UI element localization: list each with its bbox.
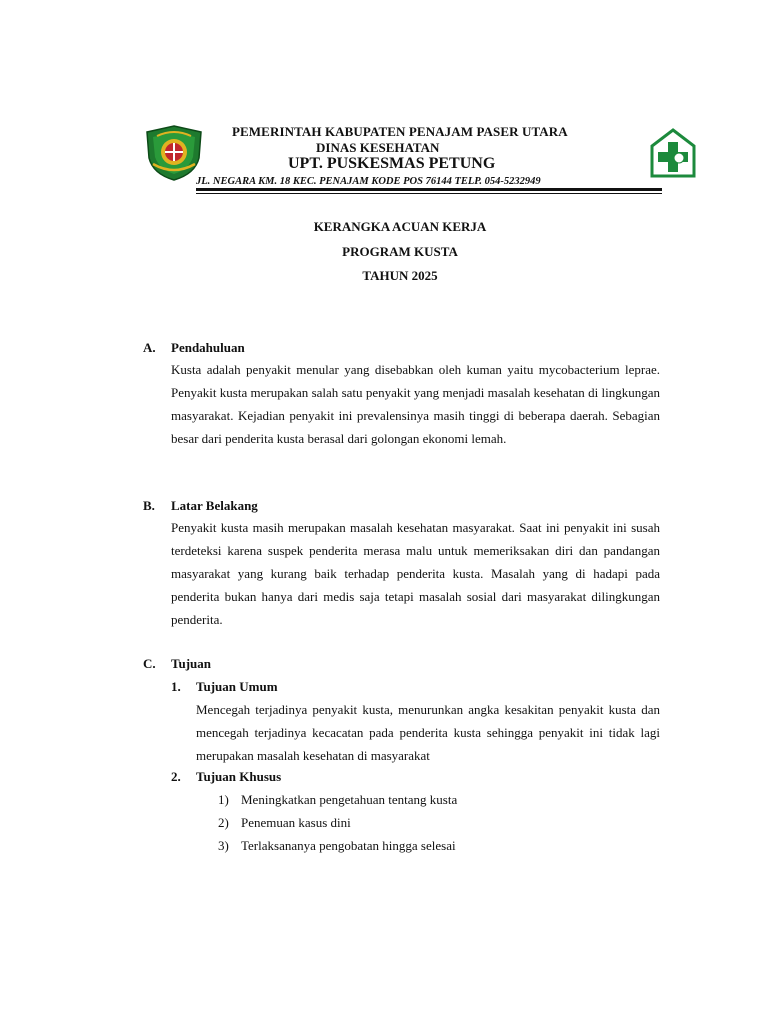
section-b-letter: B.: [143, 498, 155, 513]
list-item-number: 2): [218, 815, 229, 830]
regency-crest-icon: [143, 124, 205, 182]
letterhead-address: JL. NEGARA KM. 18 KEC. PENAJAM KODE POS 76144 TELP. 054-5232949: [196, 176, 541, 187]
section-a-heading: Pendahuluan: [171, 340, 245, 355]
letterhead-institution: UPT. PUSKESMAS PETUNG: [288, 155, 496, 172]
letterhead-government: PEMERINTAH KABUPATEN PENAJAM PASER UTARA: [232, 124, 568, 139]
letterhead-rule-thin: [196, 193, 662, 194]
letterhead-department: DINAS KESEHATAN: [316, 140, 440, 155]
list-item-number: 3): [218, 838, 229, 853]
list-item: Meningkatkan pengetahuan tentang kusta: [241, 792, 458, 807]
subsection-2-number: 2.: [171, 769, 181, 784]
subsection-1-paragraph: Mencegah terjadinya penyakit kusta, menurunkan angka kesakitan penyakit kusta dan mencegah terjadinya kecacatan pada penderita kusta sehingga penyakit ini tidak lagi merupakan masalah kesehatan di masyarakat: [196, 702, 660, 763]
letterhead-rule-thick: [196, 188, 662, 191]
puskesmas-cross-icon: [650, 128, 696, 178]
section-a-letter: A.: [143, 340, 156, 355]
document-title: KERANGKA ACUAN KERJA: [313, 219, 487, 234]
document-year: TAHUN 2025: [362, 268, 438, 283]
section-b-heading: Latar Belakang: [171, 498, 258, 513]
section-c-heading: Tujuan: [171, 656, 211, 671]
section-a-paragraph: Kusta adalah penyakit menular yang disebabkan oleh kuman yaitu mycobacterium leprae. Penyakit kusta merupakan salah satu penyakit yang menjadi masalah kesehatan di lingkungan masyarakat. Kejadian penyakit ini prevalensinya masih tinggi di beberapa daerah. Sebagian besar dari penderita kusta berasal dari golongan ekonomi lemah.: [171, 362, 660, 446]
document-subtitle: PROGRAM KUSTA: [342, 244, 458, 259]
section-c-letter: C.: [143, 656, 156, 671]
section-b-paragraph: Penyakit kusta masih merupakan masalah kesehatan masyarakat. Saat ini penyakit ini susah terdeteksi karena suspek penderita merasa malu untuk memeriksakan diri dan pandangan masyarakat yang kurang baik terhadap penderita kusta. Masalah yang di hadapi pada penderita bukan hanya dari medis saja tetapi masalah sosial dari masyarakat dilingkungan penderita.: [171, 520, 660, 627]
subsection-1-number: 1.: [171, 679, 181, 694]
subsection-2-heading: Tujuan Khusus: [196, 769, 282, 784]
list-item: Terlaksananya pengobatan hingga selesai: [241, 838, 456, 853]
list-item-number: 1): [218, 792, 229, 807]
subsection-1-heading: Tujuan Umum: [196, 679, 278, 694]
list-item: Penemuan kasus dini: [241, 815, 351, 830]
